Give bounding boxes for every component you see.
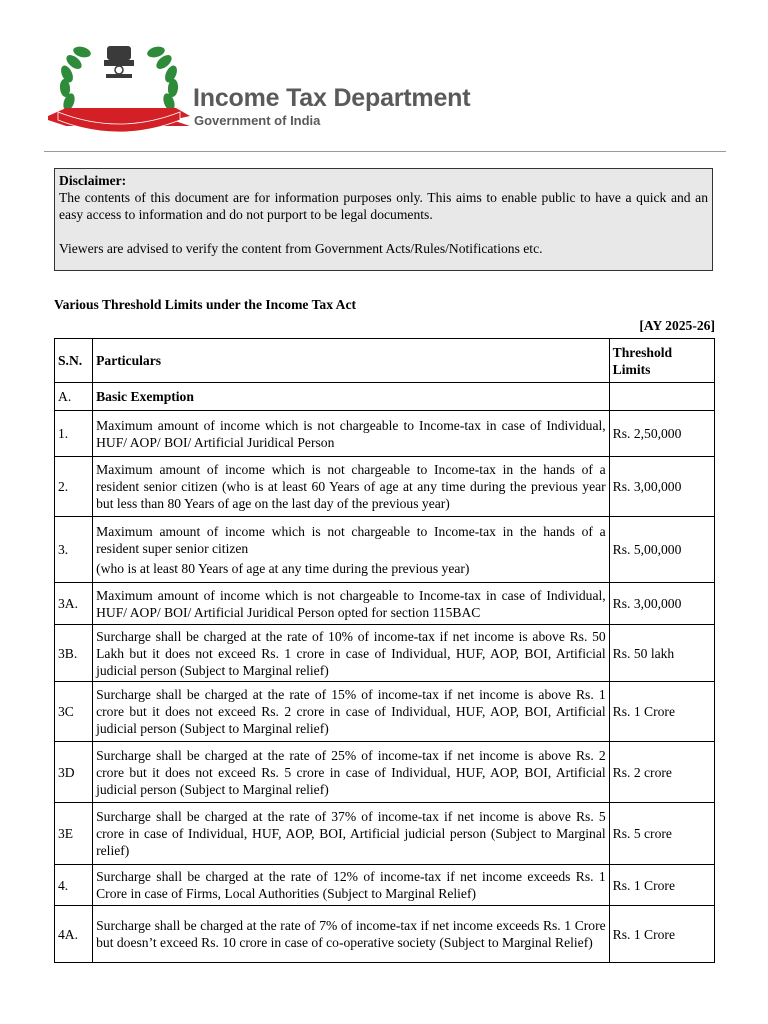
row-threshold-limit: Rs. 3,00,000: [609, 583, 714, 625]
row-particulars: [93, 906, 610, 963]
row-particulars: [93, 583, 610, 625]
row-particulars: [93, 803, 610, 865]
row-particulars-text: Surcharge shall be charged at the rate of 7% of income-tax if net income exceeds Rs. 1 Crore but doesn’t exceed Rs. 10 crore in case of co-operative society (Subject to Marginal Relief): [96, 918, 606, 950]
disclaimer-advice: Viewers are advised to verify the content from Government Acts/Rules/Notifications etc.: [59, 241, 543, 256]
table-row: [55, 625, 715, 682]
row-sn: 3C: [55, 682, 93, 742]
department-title: Income Tax Department: [193, 84, 471, 112]
table-row: [55, 865, 715, 906]
row-particulars: [93, 411, 610, 457]
row-sn: 2.: [55, 457, 93, 517]
row-sn: 1.: [55, 411, 93, 457]
row-sn: 3D: [55, 742, 93, 803]
header-divider: [44, 151, 726, 152]
row-particulars: [93, 682, 610, 742]
row-particulars-text: Surcharge shall be charged at the rate of 37% of income-tax if net income is above Rs. 5 crore in case of Individual, HUF, AOP, BOI, Artificial judicial person (Subject to Marginal relief): [96, 809, 606, 858]
row-sn: 3B.: [55, 625, 93, 682]
table-row: [55, 803, 715, 865]
row-threshold-limit: [609, 383, 714, 411]
table-row: [55, 517, 715, 583]
row-threshold-limit: Rs. 1 Crore: [609, 682, 714, 742]
table-row: [55, 411, 715, 457]
table-row: [55, 457, 715, 517]
disclaimer-title: Disclaimer:: [59, 173, 127, 188]
threshold-limits-table: [54, 338, 715, 963]
row-particulars-text: Surcharge shall be charged at the rate of 10% of income-tax if net income is above Rs. 50 Lakh but it does not exceed Rs. 1 crore in case of Individual, HUF, AOP, BOI, Artificial judicial person (Subject to Marginal relief): [96, 628, 606, 678]
column-header-threshold-limits: Threshold Limits: [609, 339, 714, 383]
row-particulars-text: Surcharge shall be charged at the rate of 15% of income-tax if net income is above Rs. 1 crore but it does not exceed Rs. 2 crore in case of Individual, HUF, AOP, BOI, Artificial judicial person (Subject to Marginal relief): [96, 687, 606, 736]
row-sn: A.: [55, 383, 93, 411]
table-header-row: [55, 339, 715, 383]
row-particulars-text: Maximum amount of income which is not chargeable to Income-tax in the hands of a resident super senior citizen: [96, 523, 606, 556]
row-sn: 3A.: [55, 583, 93, 625]
row-particulars: [93, 457, 610, 517]
row-threshold-limit: Rs. 50 lakh: [609, 625, 714, 682]
row-sn: 3.: [55, 517, 93, 583]
row-sn: 4.: [55, 865, 93, 906]
row-threshold-limit: Rs. 1 Crore: [609, 865, 714, 906]
page-header: [0, 0, 768, 150]
table-row: [55, 742, 715, 803]
table-body: [55, 383, 715, 963]
row-particulars: [93, 742, 610, 803]
row-particulars-note: (who is at least 80 Years of age at any time during the previous year): [96, 560, 470, 576]
department-subtitle: Government of India: [194, 113, 321, 128]
row-particulars-text: Surcharge shall be charged at the rate of 25% of income-tax if net income is above Rs. 2 crore but it does not exceed Rs. 5 crore in case of Individual, HUF, AOP, BOI, Artificial judicial person (Subject to Marginal relief): [96, 747, 606, 797]
table-row: [55, 383, 715, 411]
row-threshold-limit: Rs. 2,50,000: [609, 411, 714, 457]
row-sn: 3E: [55, 803, 93, 865]
row-particulars: [93, 383, 610, 411]
row-threshold-limit: Rs. 3,00,000: [609, 457, 714, 517]
column-header-sn: S.N.: [55, 339, 93, 383]
table-row: [55, 682, 715, 742]
row-particulars-text: Maximum amount of income which is not chargeable to Income-tax in the hands of a resident senior citizen (who is at least 60 Years of age at any time during the previous year but less than 80 Years of age on the last day of the previous year): [96, 462, 606, 511]
row-particulars-text: Basic Exemption: [96, 389, 194, 404]
disclaimer-box: [54, 168, 713, 271]
disclaimer-text: The contents of this document are for information purposes only. This aims to enable public to have a quick and an easy access to information and do not purport to be legal documents.: [59, 190, 708, 222]
row-particulars: [93, 865, 610, 906]
row-particulars-text: Maximum amount of income which is not chargeable to Income-tax in case of Individual, HUF/ AOP/ BOI/ Artificial Juridical Person opted for section 115BAC: [96, 587, 606, 620]
assessment-year: [AY 2025-26]: [639, 318, 715, 333]
row-threshold-limit: Rs. 5 crore: [609, 803, 714, 865]
row-sn: 4A.: [55, 906, 93, 963]
income-tax-department-emblem-icon: [44, 38, 194, 142]
row-particulars-text: Surcharge shall be charged at the rate of 12% of income-tax if net income exceeds Rs. 1 Crore in case of Firms, Local Authorities (Subject to Marginal Relief): [96, 869, 606, 901]
column-header-particulars: Particulars: [93, 339, 610, 383]
row-threshold-limit: Rs. 1 Crore: [609, 906, 714, 963]
table-row: [55, 906, 715, 963]
table-row: [55, 583, 715, 625]
row-particulars-text: Maximum amount of income which is not chargeable to Income-tax in case of Individual, HUF/ AOP/ BOI/ Artificial Juridical Person: [96, 417, 606, 450]
section-title: Various Threshold Limits under the Income Tax Act: [54, 297, 357, 312]
row-particulars: [93, 517, 610, 583]
row-particulars: [93, 625, 610, 682]
row-threshold-limit: Rs. 2 crore: [609, 742, 714, 803]
row-threshold-limit: Rs. 5,00,000: [609, 517, 714, 583]
